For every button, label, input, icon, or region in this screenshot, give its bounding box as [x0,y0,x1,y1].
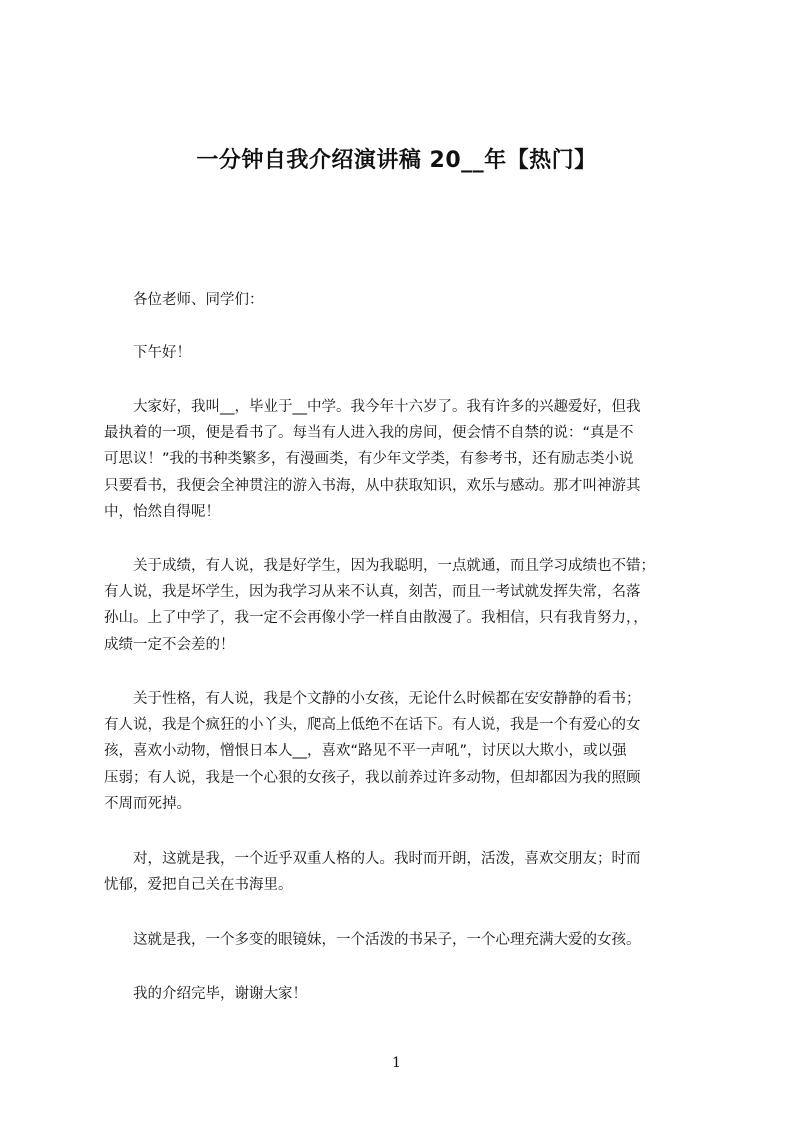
text-line: 下午好！ [104,345,191,361]
text-line: 各位老师、同学们： [104,292,264,308]
text-line: 可思议！”我的书种类繁多，有漫画类，有少年文学类，有参考书，还有励志类小说 [104,451,634,468]
document-title: 一分钟自我介绍演讲稿 20__年【热门】 [196,148,597,173]
paragraph-personality [104,686,714,817]
paragraph-greeting [104,340,714,366]
paragraph-grades [104,553,714,658]
paragraph-hobbies [104,394,714,525]
paragraph-salutation [104,287,714,313]
text-line: 孙山。上了中学了，我一定不会再像小学一样自由散漫了。我相信，只有我肯努力，， [104,610,648,627]
text-line: 我的介绍完毕，谢谢大家！ [104,986,307,1002]
text-line: 不周而死掉。 [104,795,191,812]
text-line: 关于成绩，有人说，我是好学生，因为我聪明，一点就通，而且学习成绩也不错； [104,558,655,574]
text-line: 压弱；有人说，我是一个心狠的女孩子，我以前养过许多动物，但却都因为我的照顾 [104,769,641,786]
paragraph-closing [104,981,714,1007]
text-line: 这就是我，一个多变的眼镜妹，一个活泼的书呆子，一个心理充满大爱的女孩。 [104,932,641,948]
text-line: 大家好，我叫__，毕业于__中学。我今年十六岁了。我有许多的兴趣爱好，但我 [104,399,641,415]
text-line: 最执着的一项，便是看书了。每当有人进入我的房间，便会情不自禁的说：“真是不 [104,425,634,442]
paragraph-summary [104,927,714,953]
page-number: 1 [392,1055,401,1071]
text-line: 对，这就是我，一个近乎双重人格的人。我时而开朗，活泼，喜欢交朋友；时而 [104,851,641,867]
paragraph-dual-personality [104,846,714,898]
text-line: 关于性格，有人说，我是个文静的小女孩，无论什么时候都在安安静静的看书； [104,691,641,707]
text-line: 成绩一定不会差的！ [104,636,235,653]
text-line: 有人说，我是个疯狂的小丫头，爬高上低绝不在话下。有人说，我是一个有爱心的女 [104,717,641,734]
text-line: 中，怡然自得呢！ [104,503,220,520]
text-line: 有人说，我是坏学生，因为我学习从来不认真，刻苦，而且一考试就发挥失常，名落 [104,584,641,601]
text-line: 只要看书，我便会全神贯注的游入书海，从中获取知识，欢乐与感动。那才叫神游其 [104,477,641,494]
text-line: 忧郁，爱把自己关在书海里。 [104,877,293,894]
text-line: 孩，喜欢小动物，憎恨日本人__，喜欢“路见不平一声吼”，讨厌以大欺小，或以强 [104,743,627,760]
